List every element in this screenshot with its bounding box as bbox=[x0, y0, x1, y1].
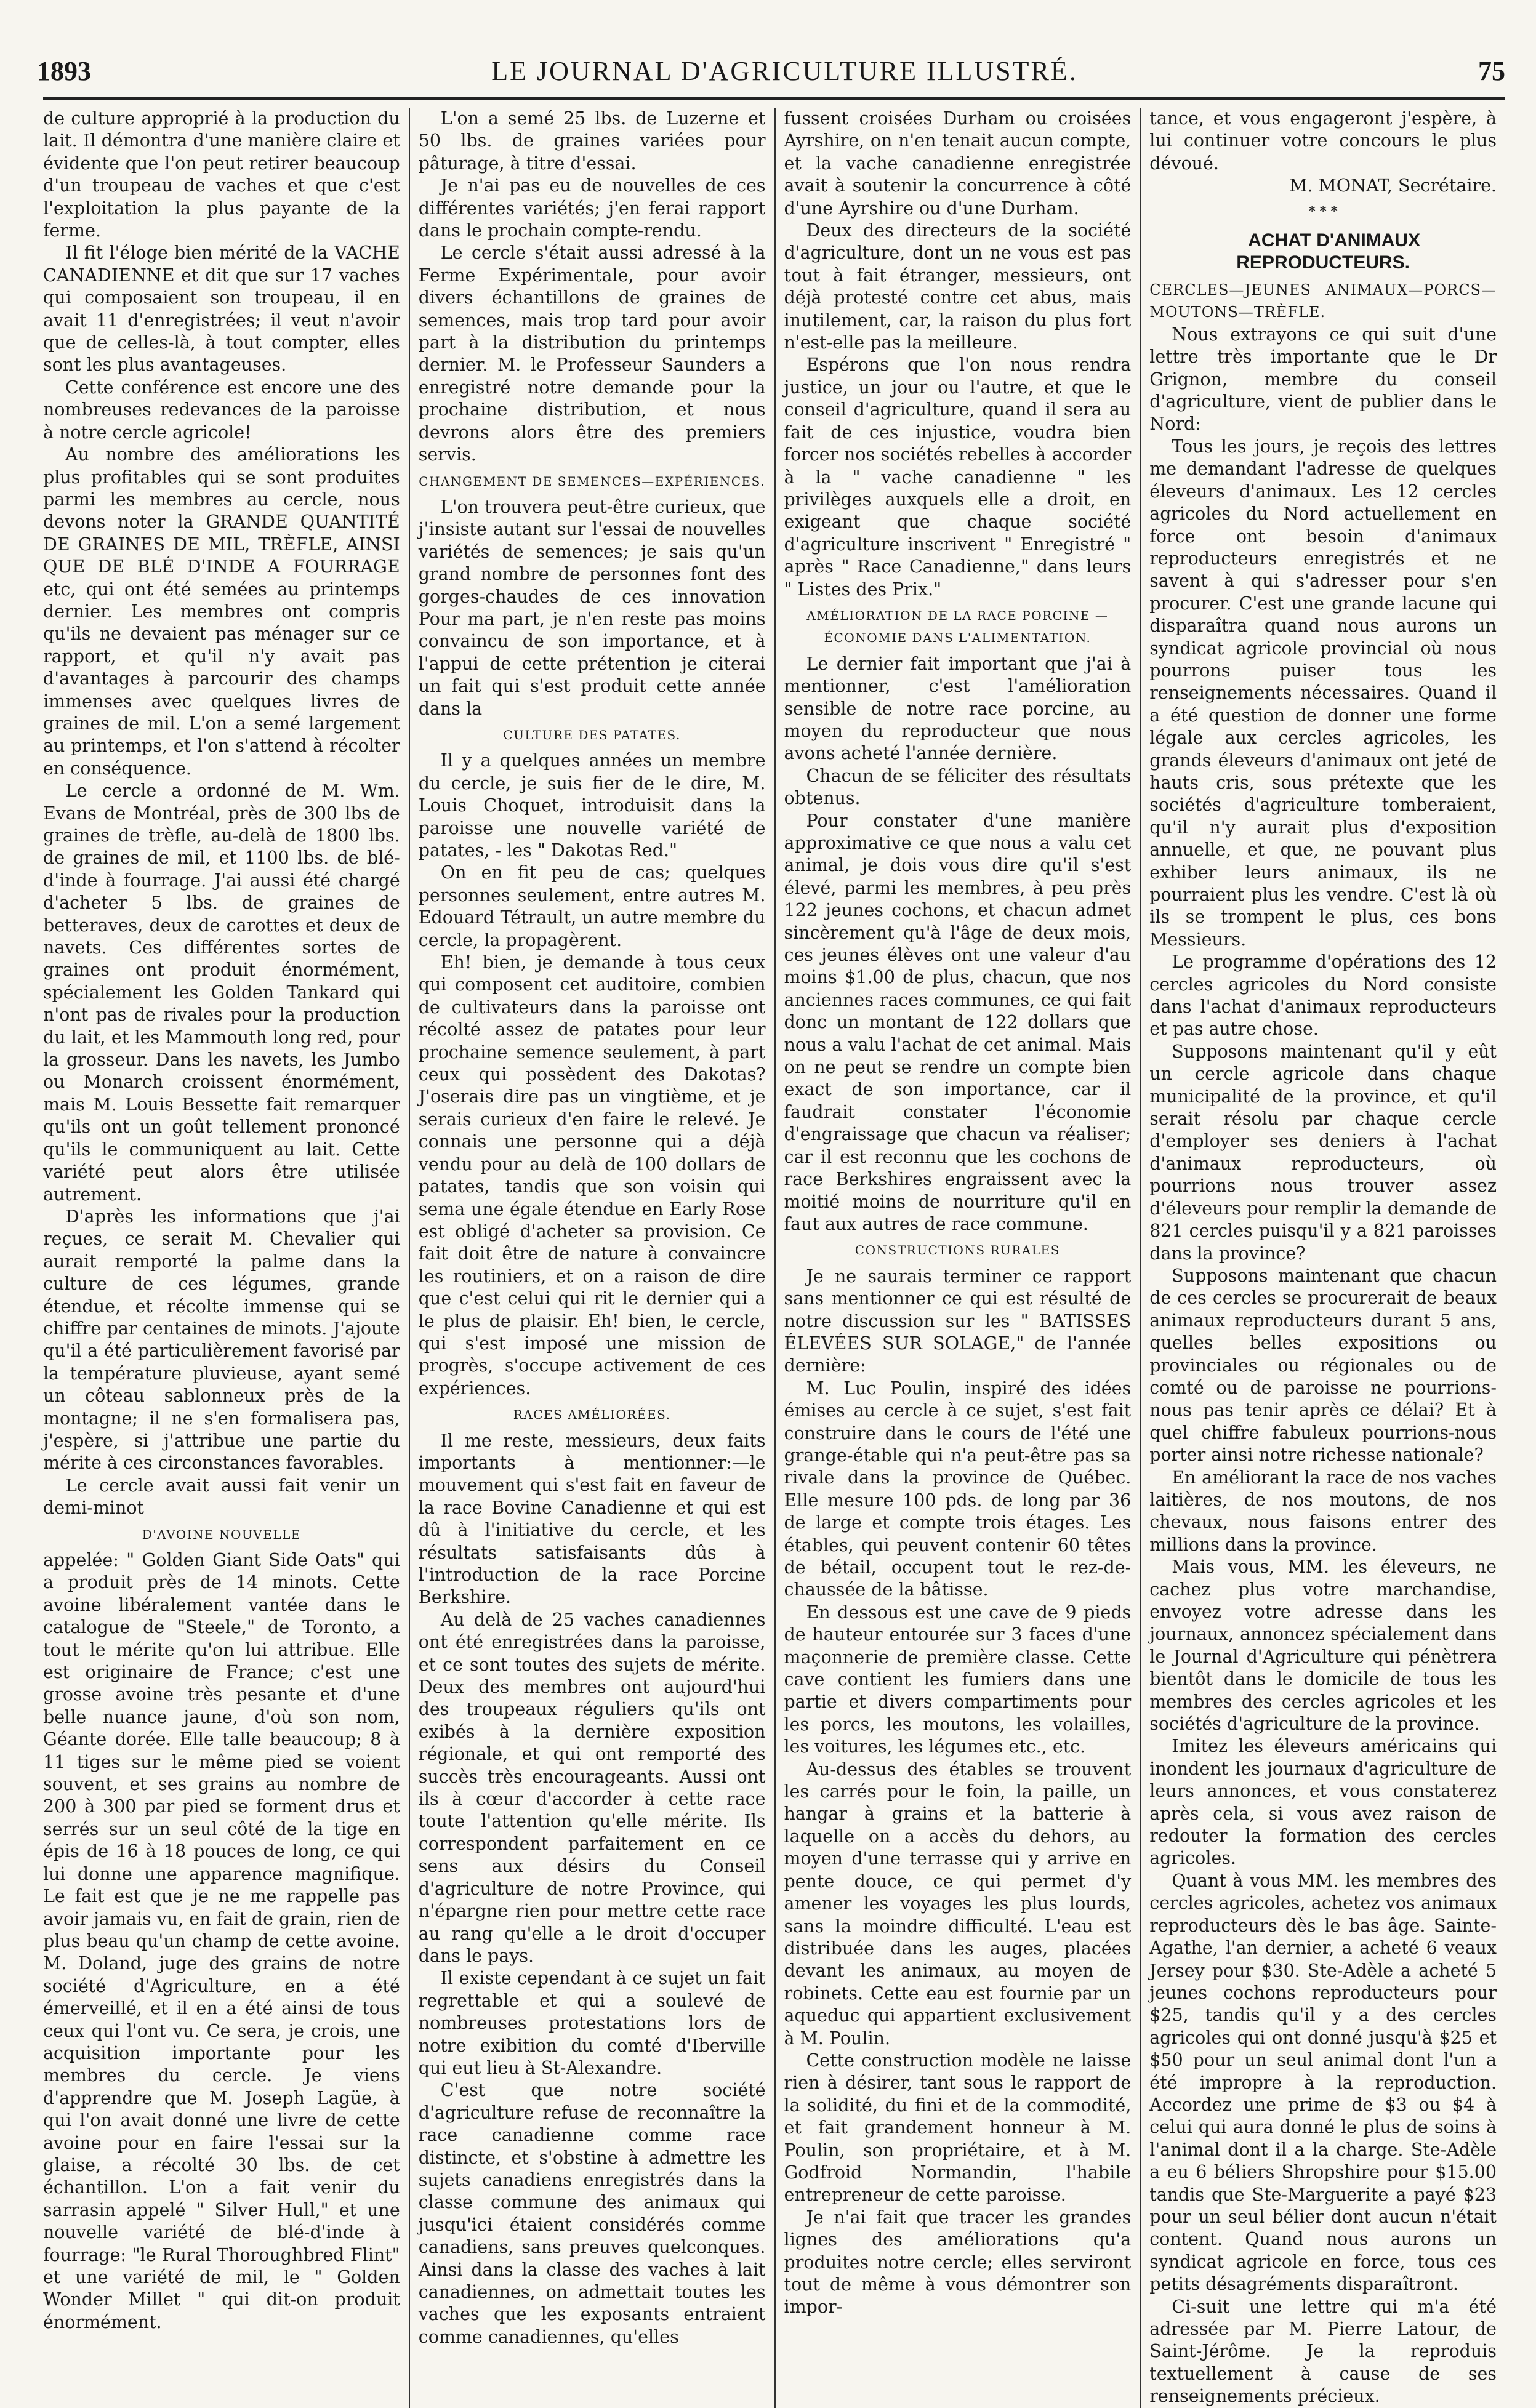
paragraph: Il me reste, messieurs, deux faits importants à mentionner:—le mouvement qui s'est fait en faveur de la race Bovine Canadienne et qui est dû à l'initiative du cercle, et les résultats satisfaisants dûs à l'introduction de la race Porcine Berkshire. bbox=[418, 1430, 766, 1608]
article-columns bbox=[43, 108, 1505, 2407]
article-title: ACHAT D'ANIMAUX REPRODUCTEURS. bbox=[1236, 230, 1421, 273]
paragraph: fussent croisées Durham ou croisées Ayrshire, on n'en tenait aucun compte, et la vache canadienne enregistrée avait à soutenir la concurrence à côté d'une Ayrshire ou d'une Durham. bbox=[784, 108, 1132, 219]
section-subheading: D'AVOINE NOUVELLE bbox=[142, 1527, 302, 1542]
paragraph: Nous extrayons ce qui suit d'une lettre très importante que le Dr Grignon, membre du conseil d'agriculture, vient de publier dans le Nord: bbox=[1149, 324, 1497, 435]
column-1 bbox=[43, 108, 409, 2408]
paragraph: En dessous est une cave de 9 pieds de hauteur entourée sur 3 faces d'une maçonnerie de première classe. Cette cave contient les fumiers dans une partie et divers compartiments pour les porcs, les moutons, les volailles, les voitures, les légumes etc., etc. bbox=[784, 1602, 1132, 1757]
paragraph: Cette conférence est encore une des nombreuses redevances de la paroisse à notre cercle agricole! bbox=[43, 377, 400, 443]
journal-title: LE JOURNAL D'AGRICULTURE ILLUSTRÉ. bbox=[491, 55, 1078, 86]
paragraph: L'on a semé 25 lbs. de Luzerne et 50 lbs. de graines variées pour pâturage, à titre d'essai. bbox=[418, 108, 766, 174]
paragraph: Chacun de se féliciter des résultats obtenus. bbox=[784, 765, 1132, 809]
column-4 bbox=[1140, 108, 1505, 2408]
section-subheading: RACES AMÉLIORÉES. bbox=[513, 1407, 671, 1423]
paragraph: Il fit l'éloge bien mérité de la VACHE CANADIENNE et dit que sur 17 vaches qui composaient son troupeau, il en avait 11 d'enregistrées; il veut n'avoir que de celles-là, à tout compter, elles sont les plus avantageuses. bbox=[43, 243, 400, 375]
paragraph: Au delà de 25 vaches canadiennes ont été enregistrées dans la paroisse, et ce sont toutes des sujets de mérite. Deux des membres ont aujourd'hui des troupeaux réguliers qu'ils ont exibés à la dernière exposition régionale, et qui ont remporté des succès très encourageants. Aussi ont ils à cœur d'accorder à cette race toute l'attention qu'elle mérite. Ils correspondent parfaitement en ce sens aux désirs du Conseil d'agriculture de notre Province, qui n'épargne rien pour mettre cette race au rang qu'elle a le droit d'occuper dans le pays. bbox=[418, 1609, 766, 1966]
paragraph: Quant à vous MM. les membres des cercles agricoles, achetez vos animaux reproducteurs dès le bas âge. Sainte-Agathe, l'an dernier, a acheté 6 veaux Jersey pour $30. Ste-Adèle a acheté 5 jeunes cochons reproducteurs pour $25, tandis qu'il y a des cercles agricoles qui ont donné jusqu'à $25 et $50 pour un seul animal dont l'un a été impropre à la reproduction. Accordez une prime de $3 ou $4 à celui qui aura donné le plus de soins à l'animal dont il a la charge. Ste-Adèle a eu 6 béliers Shropshire pour $15.00 tandis que Ste-Marguerite a payé $23 pour un seul bélier dont aucun n'était content. Quand nous aurons un syndicat agricole en force, tous ces petits désagréments disparaîtront. bbox=[1149, 1870, 1497, 2295]
section-subheading: CONSTRUCTIONS RURALES bbox=[854, 1243, 1060, 1258]
paragraph: Le dernier fait important que j'ai à mentionner, c'est l'amélioration sensible de notre race porcine, au moyen du reproducteur que nous avons acheté l'année dernière. bbox=[784, 653, 1132, 764]
paragraph: Supposons maintenant que chacun de ces cercles se procurerait de beaux animaux reproducteurs durant 5 ans, quelles belles expositions ou provinciales ou régionales ou de comté ou de paroisse ne pourrions-nous pas tenir après ce délai? Et à quel chiffre fabuleux pourrions-nous porter ainsi notre richesse nationale? bbox=[1149, 1265, 1497, 1466]
paragraph: C'est que notre société d'agriculture refuse de reconnaître la race canadienne comme race distincte, et s'obstine à admettre les sujets canadiens enregistrés dans la classe commune des animaux qui jusqu'ici étaient considérés comme canadiens, sans preuves quelconques. Ainsi dans la classe des vaches à lait canadiennes, on admettait toutes les vaches que les exposants entraient comme canadiennes, qu'elles bbox=[418, 2080, 766, 2347]
page-number: 75 bbox=[1478, 55, 1505, 86]
paragraph: Ci-suit une lettre qui m'a été adressée par M. Pierre Latour, de Saint-Jérôme. Je la reproduis textuellement à cause de ses renseignements précieux. bbox=[1149, 2296, 1497, 2407]
column-2 bbox=[409, 108, 774, 2408]
paragraph: Il y a quelques années un membre du cercle, je suis fier de le dire, M. Louis Choquet, introduisit dans la paroisse une nouvelle variété de patates, - les " Dakotas Red." bbox=[418, 750, 766, 861]
signature-line: M. MONAT, Secrétaire. bbox=[1289, 175, 1497, 196]
paragraph: Eh! bien, je demande à tous ceux qui composent cet auditoire, combien de cultivateurs dans la paroisse ont récolté assez de patates pour leur prochaine semence seulement, à part ceux qui possèdent des Dakotas? J'oserais dire pas un vingtième, et je serais curieux d'en faire le relevé. Je connais une personne qui a déjà vendu pour au delà de 100 dollars de patates, tandis que son voisin qui sema une égale étendue en Early Rose est obligé d'acheter sa provision. Ce fait doit être de nature à convaincre les routiniers, et on a raison de dire que c'est celui qui rit le dernier qui a le plus de plaisir. Eh! bien, le cercle, qui s'est imposé une mission de progrès, s'occupe activement de ces expériences. bbox=[418, 952, 766, 1399]
paragraph: Je ne saurais terminer ce rapport sans mentionner ce qui est résulté de notre discussion sur les " BATISSES ÉLEVÉES SUR SOLAGE," de l'année dernière: bbox=[784, 1266, 1132, 1376]
section-subheading: CHANGEMENT DE SEMENCES—EXPÉRIENCES. bbox=[419, 473, 765, 489]
paragraph: Je n'ai fait que tracer les grandes lignes des améliorations qu'a produites notre cercle; elles serviront tout de même à vous démontrer son impor- bbox=[784, 2207, 1132, 2318]
paragraph: Supposons maintenant qu'il y eût un cercle agricole dans chaque municipalité de la province, et qu'il serait résolu par chaque cercle d'employer ses deniers à l'achat d'animaux reproducteurs, où pourrions nous trouver assez d'éleveurs pour remplir la demande de 821 cercles puisqu'il y a 821 paroisses dans la province? bbox=[1149, 1041, 1497, 1264]
paragraph: Le programme d'opérations des 12 cercles agricoles du Nord consiste dans l'achat d'animaux reproducteurs et pas autre chose. bbox=[1149, 952, 1497, 1040]
header-rule bbox=[43, 97, 1505, 100]
paragraph: Je n'ai pas eu de nouvelles de ces différentes variétés; j'en ferai rapport dans le prochain compte-rendu. bbox=[418, 175, 766, 241]
paragraph: Mais vous, MM. les éleveurs, ne cachez plus votre marchandise, envoyez votre adresse dans les journaux, annoncez spécialement dans le Journal d'Agriculture qui pénètrera bientôt dans le domicile de tous les membres des cercles agricoles et les sociétés d'agriculture de la province. bbox=[1149, 1557, 1497, 1735]
paragraph: M. Luc Poulin, inspiré des idées émises au cercle à ce sujet, s'est fait construire dans le cours de l'été une grange-étable qui n'a peut-être pas sa rivale dans la province de Québec. Elle mesure 100 pds. de long par 36 de large et compte trois étages. Les étables, qui peuvent contenir 60 têtes de bétail, occupent tout le rez-de-chaussée de la bâtisse. bbox=[784, 1378, 1132, 1600]
paragraph: Espérons que l'on nous rendra justice, un jour ou l'autre, et que le conseil d'agriculture, quand il sera au fait de ces injustice, voudra bien forcer nos sociétés rebelles à accorder à la " vache canadienne " les privilèges auxquels elle a droit, en exigeant que chaque société d'agriculture inscrivent " Enregistré " après " Race Canadienne," dans leurs " Listes des Prix." bbox=[784, 355, 1132, 600]
paragraph: Tous les jours, je reçois des lettres me demandant l'adresse de quelques éleveurs d'animaux. Les 12 cercles agricoles du Nord actuellement en force ont besoin d'animaux reproducteurs enregistrés et ne savent à qui s'adresser pour s'en procurer. C'est une grande lacune qui disparaîtra quand nous aurons un syndicat agricole provincial où nous pourrons puiser tous les renseignements nécessaires. Quand il a été question de donner une forme légale aux cercles agricoles, les grands éleveurs d'animaux ont jeté de hauts cris, sous prétexte que les sociétés d'agriculture tomberaient, qu'il n'y aurait plus d'exposition annuelle, et que, ne pouvant plus exhiber leurs animaux, ils ne pourraient plus les vendre. C'est là où ils se trompent le plus, ces bons Messieurs. bbox=[1149, 436, 1497, 950]
paragraph: L'on trouvera peut-être curieux, que j'insiste autant sur l'essai de nouvelles variétés de semences; je sais qu'un grand nombre de personnes font des gorges-chaudes de ces innovation Pour ma part, je n'en reste pas moins convaincu de son importance, et à l'appui de cette prétention je citerai un fait qui s'est produit cette année dans la bbox=[418, 496, 766, 719]
paragraph: de culture approprié à la production du lait. Il démontra d'une manière claire et évidente que l'on peut retirer beaucoup d'un troupeau de vaches et que c'est l'exploitation la plus payante de la ferme. bbox=[43, 108, 400, 241]
paragraph: Au-dessus des étables se trouvent les carrés pour le foin, la paille, un hangar à grains et la batterie à laquelle on a accès du dehors, au moyen d'une terrasse qui y arrive en pente douce, ce qui permet d'y amener les voyages les plus lourds, sans la moindre difficulté. L'eau est distribuée dans les auges, placées devant les animaux, au moyen de robinets. Cette eau est fournie par un aqueduc qui appartient exclusivement à M. Poulin. bbox=[784, 1759, 1132, 2049]
section-subheading: AMÉLIORATION DE LA RACE PORCINE — ÉCONOMIE DANS L'ALIMENTATION. bbox=[806, 608, 1109, 646]
paragraph: D'après les informations que j'ai reçues, ce serait M. Chevalier qui aurait remporté la palme dans la culture de ces légumes, grande étendue, et récolte immense qui se chiffre par centaines de minots. J'ajoute qu'il a été particulièrement favorisé par la température pluvieuse, ayant semé un côteau sablonneux près de la montagne; il ne s'en formalisera pas, j'espère, si j'attribue une partie du mérite à ces circonstances favorables. bbox=[43, 1206, 400, 1474]
paragraph: Le cercle a ordonné de M. Wm. Evans de Montréal, près de 300 lbs de graines de trèfle, au-delà de 1800 lbs. de graines de mil, et 1100 lbs. de blé-d'inde à fourrage. J'ai aussi été chargé d'acheter 5 lbs. de graines de betteraves, deux de carottes et deux de navets. Ces différentes sortes de graines ont produit énormément, spécialement les Golden Tankard qui n'ont pas de rivales pour la production du lait, et les Mammouth long red, pour la grosseur. Dans les navets, les Jumbo ou Monarch croissent énormément, mais M. Louis Bessette fait remarquer qu'ils ont un goût tellement prononcé qu'ils le communiquent au lait. Cette variété peut alors être utilisée autrement. bbox=[43, 781, 400, 1205]
paragraph: On en fit peu de cas; quelques personnes seulement, entre autres M. Edouard Tétrault, un autre membre du cercle, la propagèrent. bbox=[418, 862, 766, 950]
paragraph: Pour constater d'une manière approximative ce que nous a valu cet animal, je dois vous dire qu'il s'est élevé, parmi les membres, à peu près 122 jeunes cochons, et chacun admet sincèrement qu'à l'âge de deux mois, ces jeunes élèves ont une valeur d'au moins $1.00 de plus, chacun, que nos anciennes races communes, ce qui fait donc un montant de 122 dollars que nous a valu l'achat de cet animal. Mais on ne peut se rendre un compte bien exact de son importance, car il faudrait constater l'économie d'engraissage que chacun va réaliser; car il est reconnu que les cochons de race Berkshires engraissent avec la moitié moins de nourriture qu'il en faut aux autres de race commune. bbox=[784, 810, 1132, 1234]
masthead bbox=[37, 49, 1505, 92]
article-kicker: CERCLES—JEUNES ANIMAUX—PORCS—MOUTONS—TRÈFLE. bbox=[1149, 281, 1497, 321]
paragraph: Deux des directeurs de la société d'agriculture, dont un ne vous est pas tout à fait étranger, messieurs, ont déjà protesté contre cet abus, mais inutilement, car, la raison du plus fort n'est-elle pas la meilleure. bbox=[784, 220, 1132, 353]
paragraph: Il existe cependant à ce sujet un fait regrettable et qui a soulevé de nombreuses protestations lors de notre exibition du comté d'Iberville qui eut lieu à St-Alexandre. bbox=[418, 1968, 766, 2078]
column-3 bbox=[774, 108, 1140, 2408]
paragraph: Au nombre des améliorations les plus profitables qui se sont produites parmi les membres au cercle, nous devons noter la GRANDE QUANTITÉ DE GRAINES DE MIL, TRÈFLE, AINSI QUE DE BLÉ D'INDE A FOURRAGE etc, qui ont été semées au printemps dernier. Les membres ont compris qu'ils ne devaient pas ménager sur ce rapport, et qu'il n'y avait pas d'avantages à parcourir des champs immenses avec quelques livres de graines de mil. L'on a semé largement au printemps, et l'on s'attend à récolter en conséquence. bbox=[43, 444, 400, 779]
paragraph: tance, et vous engageront j'espère, à lui continuer votre concours le plus dévoué. bbox=[1149, 108, 1497, 174]
paragraph: Cette construction modèle ne laisse rien à désirer, tant sous le rapport de la solidité, du fini et de la commodité, et fait grandement honneur à M. Poulin, son propriétaire, et à M. Godfroid Normandin, l'habile entrepreneur de cette paroisse. bbox=[784, 2050, 1132, 2205]
page-year: 1893 bbox=[37, 55, 91, 86]
section-subheading: CULTURE DES PATATES. bbox=[503, 727, 681, 742]
paragraph: Le cercle avait aussi fait venir un demi-minot bbox=[43, 1475, 400, 1519]
paragraph: appelée: " Golden Giant Side Oats" qui a produit près de 14 minots. Cette avoine libéralement vantée dans le catalogue de "Steele," de Toronto, a tout le mérite qu'on lui attribue. Elle est originaire de France; c'est une grosse avoine très pesante et d'une belle nuance jaune, d'où son nom, Géante dorée. Elle talle beaucoup; 8 à 11 tiges sur le même pied se voient souvent, et ses grains au nombre de 200 à 300 par pied se forment drus et serrés sur un seul côté de la tige en épis de 16 à 18 pouces de long, ce qui lui donne une apparence magnifique. Le fait est que je ne me rappelle pas avoir jamais vu, en fait de grain, rien de plus beau qu'un champ de cette avoine. M. Doland, juge des grains de notre société d'Agriculture, en a été émerveillé, et il en a été ainsi de tous ceux qui l'ont vu. Ce sera, je crois, une acquisition importante pour les membres du cercle. Je viens d'apprendre que M. Joseph Lagüe, à qui l'on avait donné une livre de cette avoine pour en faire l'essai sur la glaise, a récolté 30 lbs. de cet échantillon. L'on a fait venir du sarrasin appelé " Silver Hull," et une nouvelle variété de blé-d'inde à fourrage: "le Rural Thoroughbred Flint" et une variété de mil, le " Golden Wonder Millet " qui dit-on produit énormément. bbox=[43, 1550, 400, 2332]
section-ornament: * * * bbox=[1308, 204, 1338, 220]
paragraph: Le cercle s'était aussi adressé à la Ferme Expérimentale, pour avoir divers échantillons de graines de semences, mais trop tard pour avoir part à la distribution du printemps dernier. M. le Professeur Saunders a enregistré notre demande pour la prochaine distribution, et nous devrons alors être des premiers servis. bbox=[418, 243, 766, 465]
paragraph: Imitez les éleveurs américains qui inondent les journaux d'agriculture de leurs annonces, et vous constaterez après cela, si vous avez raison de redouter la formation des cercles agricoles. bbox=[1149, 1736, 1497, 1869]
paragraph: En améliorant la race de nos vaches laitières, de nos moutons, de nos chevaux, nous faisons entrer des millions dans la province. bbox=[1149, 1467, 1497, 1555]
